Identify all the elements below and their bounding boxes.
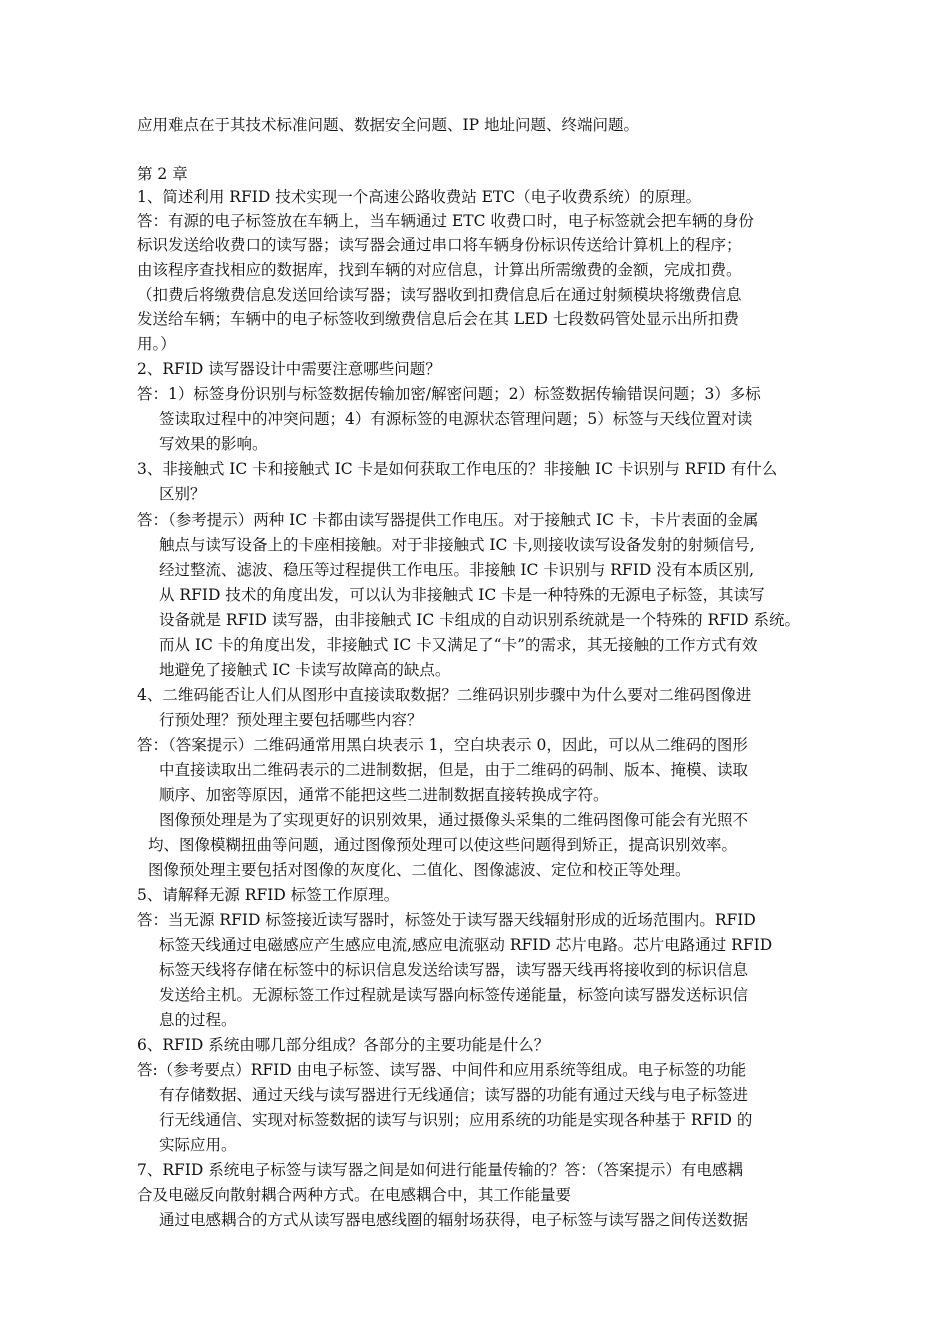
answer-line: 答：（答案提示）二维码通常用黑白块表示 1，空白块表示 0，因此，可以从二维码的图形 <box>137 736 748 754</box>
answer-line: 触点与读写设备上的卡座相接触。对于非接触式 IC 卡,则接收读写设备发射的射频信号, <box>159 536 755 554</box>
answer-line: 行无线通信、实现对标签数据的读写与识别；应用系统的功能是实现各种基于 RFID 的 <box>159 1111 753 1129</box>
question-line: 2、RFID 读写器设计中需要注意哪些问题？ <box>137 360 441 378</box>
answer-line: 合及电磁反向散射耦合两种方式。在电感耦合中，其工作能量要 <box>137 1186 572 1204</box>
answer-line: 写效果的影响。 <box>159 435 268 453</box>
answer-line: 均、图像模糊扭曲等问题，通过图像预处理可以使这些问题得到矫正，提高识别效率。 <box>148 836 738 854</box>
answer-line: 中直接读取出二维码表示的二进制数据，但是，由于二维码的码制、版本、掩模、读取 <box>159 761 749 779</box>
answer-line: 签读取过程中的冲突问题；4）有源标签的电源状态管理问题；5）标签与天线位置对读 <box>159 410 753 428</box>
chapter-heading: 第 2 章 <box>137 165 188 183</box>
question-line: 3、非接触式 IC 卡和接触式 IC 卡是如何获取工作电压的？非接触 IC 卡识别与 RFID 有什么 <box>137 460 778 478</box>
answer-line: 设备就是 RFID 读写器，由非接触式 IC 卡组成的自动识别系统就是一个特殊的 RFID 系统。 <box>159 611 800 629</box>
text-line: 应用难点在于其技术标准问题、数据安全问题、IP 地址问题、终端问题。 <box>137 116 639 134</box>
answer-line: 标识发送给收费口的读写器；读写器会通过串口将车辆身份标识传送给计算机上的程序； <box>137 236 742 254</box>
answer-line: 而从 IC 卡的角度出发，非接触式 IC 卡又满足了“卡”的需求，其无接触的工作方式有效 <box>159 636 758 654</box>
question-line: 1、简述利用 RFID 技术实现一个高速公路收费站 ETC（电子收费系统）的原理。 <box>137 188 702 206</box>
answer-line: 地避免了接触式 IC 卡读写故障高的缺点。 <box>159 661 451 679</box>
answer-line: 图像预处理主要包括对图像的灰度化、二值化、图像滤波、定位和校正等处理。 <box>148 861 691 879</box>
answer-line: 用。） <box>137 335 176 353</box>
answer-line: 顺序、加密等原因，通常不能把这些二进制数据直接转换成字符。 <box>159 786 609 804</box>
answer-line: 从 RFID 技术的角度出发，可以认为非接触式 IC 卡是一种特殊的无源电子标签，其读写 <box>159 586 765 604</box>
answer-line: （扣费后将缴费信息发送回给读写器；读写器收到扣费信息后在通过射频模块将缴费信息 <box>137 286 742 304</box>
answer-line: 答：当无源 RFID 标签接近读写器时，标签处于读写器天线辐射形成的近场范围内。RFID <box>137 911 756 929</box>
question-line: 区别？ <box>159 485 206 503</box>
answer-line: 答：1）标签身份识别与标签数据传输加密/解密问题；2）标签数据传输错误问题；3）多标 <box>137 385 761 403</box>
answer-line: 实际应用。 <box>159 1136 237 1154</box>
answer-line: 经过整流、滤波、稳压等过程提供工作电压。非接触 IC 卡识别与 RFID 没有本质区别, <box>159 561 755 579</box>
answer-line: 发送给主机。无源标签工作过程就是读写器向标签传递能量，标签向读写器发送标识信 <box>159 986 749 1004</box>
answer-line: 息的过程。 <box>159 1011 237 1029</box>
answer-line: 图像预处理是为了实现更好的识别效果，通过摄像头采集的二维码图像可能会有光照不 <box>159 811 749 829</box>
answer-line: 有存储数据、通过天线与读写器进行无线通信；读写器的功能有通过天线与电子标签进 <box>159 1086 749 1104</box>
question-line: 7、RFID 系统电子标签与读写器之间是如何进行能量传输的？答：（答案提示）有电感耦 <box>137 1161 744 1179</box>
question-line: 5、请解释无源 RFID 标签工作原理。 <box>137 886 400 904</box>
answer-line: 标签天线将存储在标签中的标识信息发送给读写器，读写器天线再将接收到的标识信息 <box>159 961 749 979</box>
answer-line: 标签天线通过电磁感应产生感应电流,感应电流驱动 RFID 芯片电路。芯片电路通过 RFID <box>159 936 773 954</box>
answer-line: 通过电感耦合的方式从读写器电感线圈的辐射场获得，电子标签与读写器之间传送数据 <box>159 1211 749 1229</box>
answer-line: 发送给车辆；车辆中的电子标签收到缴费信息后会在其 LED 七段数码管处显示出所扣费 <box>137 310 739 328</box>
answer-line: 答:（参考要点）RFID 由电子标签、读写器、中间件和应用系统等组成。电子标签的功能 <box>137 1061 747 1079</box>
question-line: 行预处理？预处理主要包括哪些内容？ <box>159 711 423 729</box>
answer-line: 由该程序查找相应的数据库，找到车辆的对应信息，计算出所需缴费的金额，完成扣费。 <box>137 261 742 279</box>
answer-line: 答：（参考提示）两种 IC 卡都由读写器提供工作电压。对于接触式 IC 卡，卡片表面的金属 <box>137 511 759 529</box>
question-line: 6、RFID 系统由哪几部分组成？各部分的主要功能是什么？ <box>137 1036 550 1054</box>
question-line: 4、二维码能否让人们从图形中直接读取数据？二维码识别步骤中为什么要对二维码图像进 <box>137 686 752 704</box>
answer-line: 答：有源的电子标签放在车辆上，当车辆通过 ETC 收费口时，电子标签就会把车辆的身份 <box>137 212 754 230</box>
